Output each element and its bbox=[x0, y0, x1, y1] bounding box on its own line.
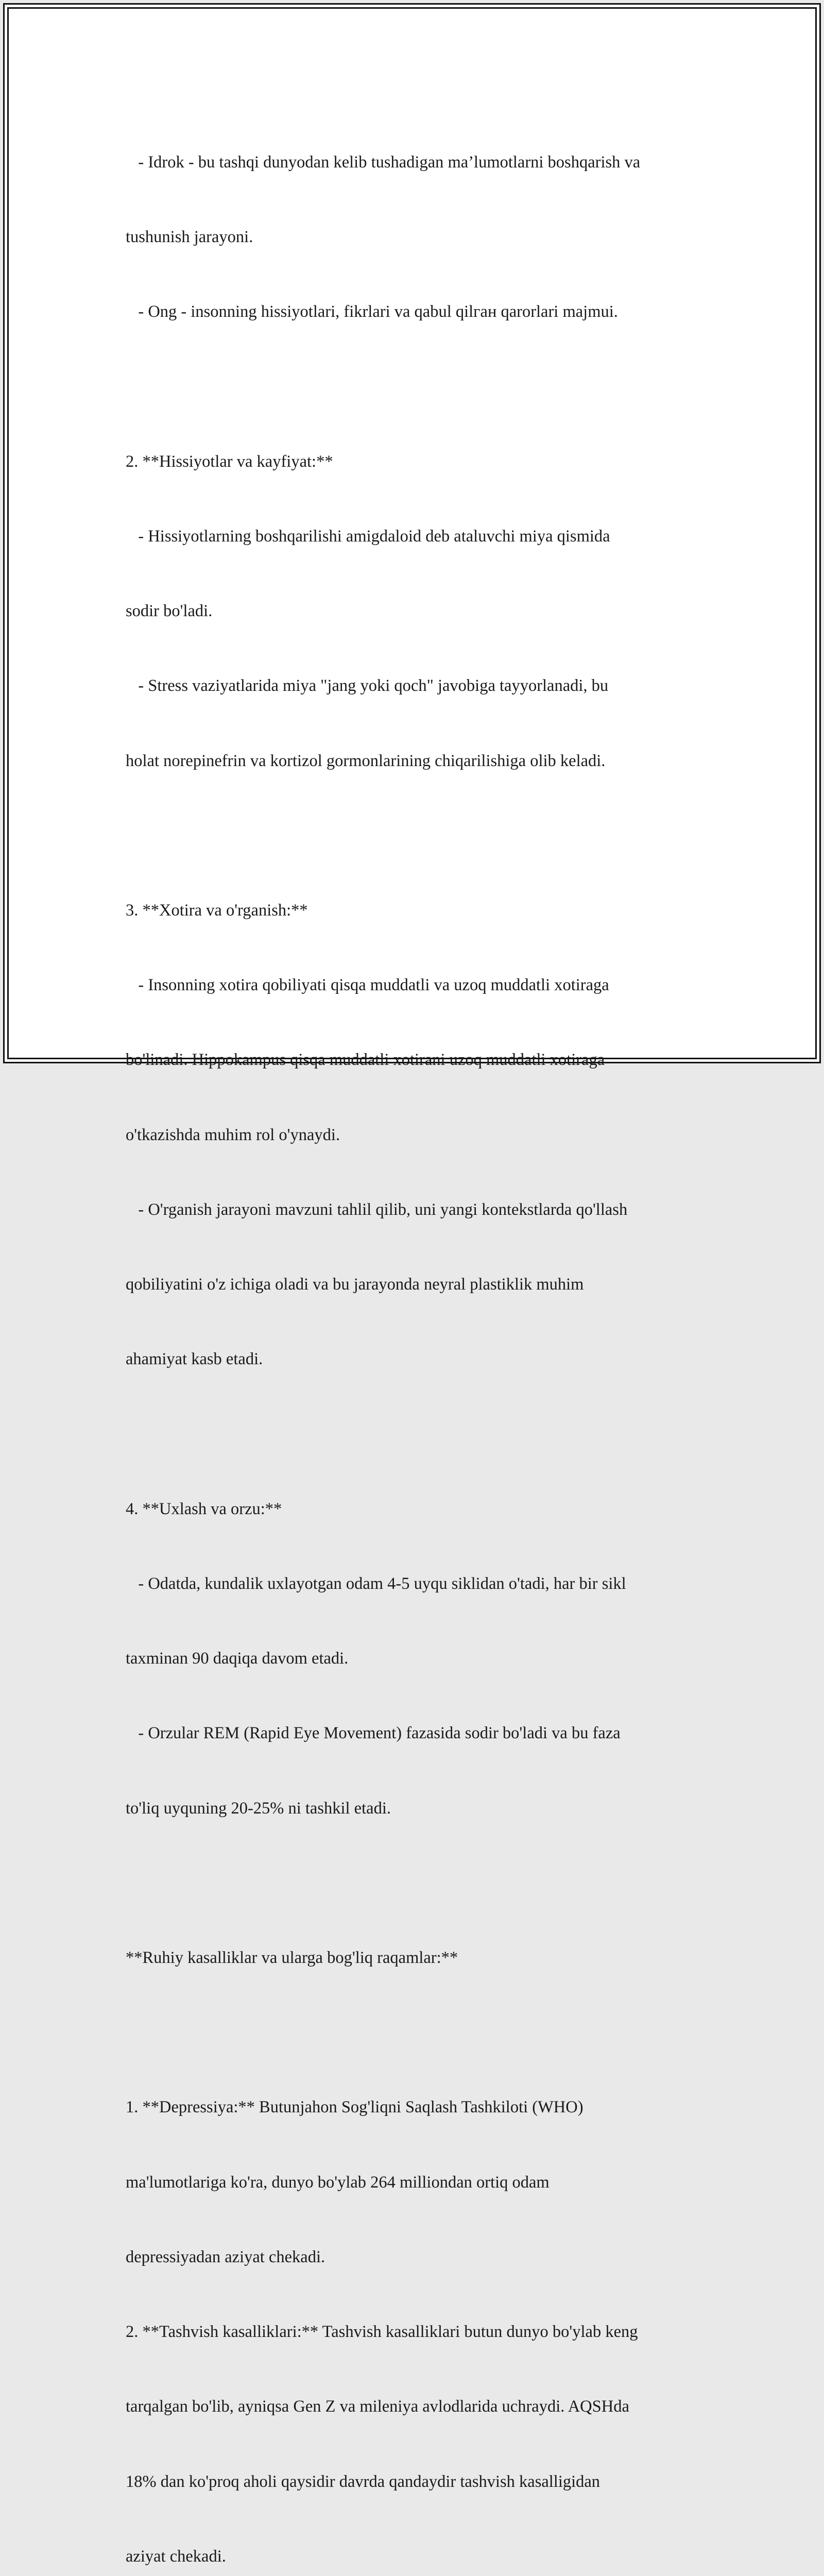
text-line: tushunish jarayoni. bbox=[126, 228, 253, 247]
text-line: - Ong - insonning hissiyotlari, fikrlari va qabul qilган qarorlari majmui. bbox=[126, 302, 618, 321]
paragraph-perception bbox=[126, 100, 723, 374]
document-page bbox=[3, 3, 821, 2566]
text-line: - Orzular REM (Rapid Eye Movement) fazasida sodir bo'ladi va bu faza bbox=[126, 1724, 621, 1743]
text-line: - Stress vaziyatlarida miya "jang yoki qoch" javobiga tayyorlanadi, bu bbox=[126, 676, 609, 696]
text-line: ma'lumotlariga ko'ra, dunyo bo'ylab 264 milliondan ortiq odam bbox=[126, 2173, 550, 2192]
text-line: tarqalgan bo'lib, ayniqsa Gen Z va mileniya avlodlarida uchraydi. AQSHda bbox=[126, 2397, 629, 2416]
text-line: - O'rganish jarayoni mavzuni tahlil qilib, uni yangi kontekstlarda qo'llash bbox=[126, 1200, 628, 1219]
text-line: ahamiyat kasb etadi. bbox=[126, 1350, 263, 1369]
list-item: 2. **Tashvish kasalliklari:** Tashvish kasalliklari butun dunyo bo'ylab keng bbox=[126, 2323, 638, 2342]
document-body bbox=[126, 100, 723, 2576]
paragraph-sleep bbox=[126, 1447, 723, 1871]
paragraph-memory bbox=[126, 848, 723, 1421]
paragraph-emotions bbox=[126, 399, 723, 823]
section-heading: **Ruhiy kasalliklar va ularga bog'liq raqamlar:** bbox=[126, 1948, 458, 1967]
text-line: sodir bo'ladi. bbox=[126, 602, 213, 621]
list-item: 1. **Depressiya:** Butunjahon Sog'liqni Saqlash Tashkiloti (WHO) bbox=[126, 2098, 583, 2117]
text-line: - Odatda, kundalik uxlayotgan odam 4-5 uyqu siklidan o'tadi, har bir sikl bbox=[126, 1574, 626, 1593]
text-line: aziyat chekadi. bbox=[126, 2547, 226, 2566]
text-line: o'tkazishda muhim rol o'ynaydi. bbox=[126, 1125, 340, 1144]
text-line: - Idrok - bu tashqi dunyodan kelib tushadigan ma’lumotlarni boshqarish va bbox=[126, 152, 641, 172]
text-line: 18% dan ko'proq aholi qaysidir davrda qandaydir tashvish kasalligidan bbox=[126, 2472, 600, 2491]
text-line: bo'linadi. Hippokampus qisqa muddatli xotirani uzoq muddatli xotiraga bbox=[126, 1050, 605, 1070]
text-line: - Hissiyotlarning boshqarilishi amigdaloid deb ataluvchi miya qismida bbox=[126, 527, 610, 546]
text-line: - Insonning xotira qobiliyati qisqa muddatli va uzoq muddatli xotiraga bbox=[126, 976, 609, 995]
text-line: holat norepinefrin va kortizol gormonlarining chiqarilishiga olib keladi. bbox=[126, 751, 606, 770]
section-heading: 2. **Hissiyotlar va kayfiyat:** bbox=[126, 452, 333, 471]
section-heading: 4. **Uxlash va orzu:** bbox=[126, 1499, 282, 1518]
text-line: taxminan 90 daqiqa davom etadi. bbox=[126, 1649, 349, 1668]
text-line: to'liq uyquning 20-25% ni tashkil etadi. bbox=[126, 1799, 391, 1818]
paragraph-mental-illness-list bbox=[126, 2045, 723, 2576]
text-line: depressiyadan aziyat chekadi. bbox=[126, 2247, 325, 2266]
paragraph-mental-illness-heading bbox=[126, 1895, 723, 2020]
text-line: qobiliyatini o'z ichiga oladi va bu jarayonda neyral plastiklik muhim bbox=[126, 1275, 584, 1294]
section-heading: 3. **Xotira va o'rganish:** bbox=[126, 901, 308, 920]
